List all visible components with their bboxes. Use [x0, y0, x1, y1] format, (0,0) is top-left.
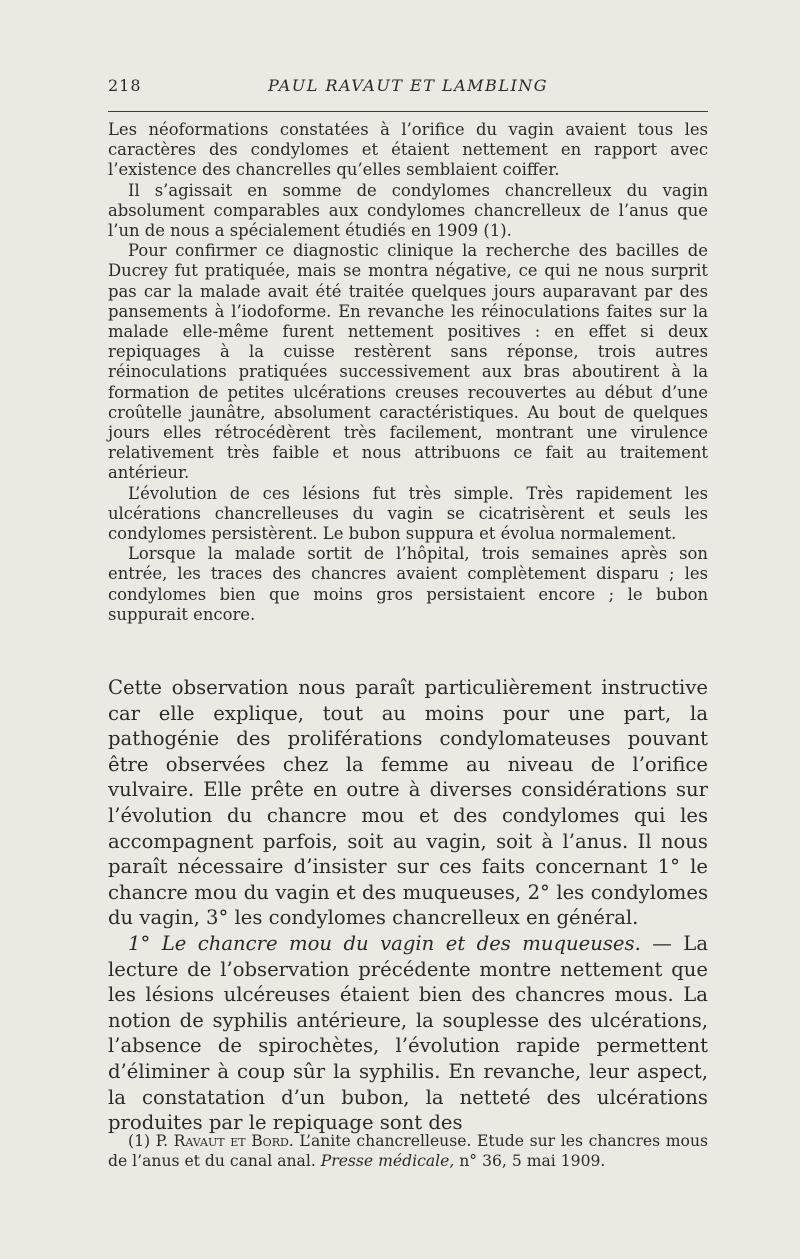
- footnote: [108, 1131, 708, 1171]
- footnote-authors: Ravaut et Bord.: [173, 1132, 294, 1150]
- running-title: PAUL RAVAUT ET LAMBLING: [267, 76, 549, 95]
- header-rule: [108, 111, 708, 112]
- section-heading: 1° Le chancre mou du vagin et des muqueuses.: [128, 931, 641, 955]
- section-paragraph: [108, 931, 708, 1136]
- footnote-marker: (1) P.: [128, 1132, 174, 1150]
- footnote-text: [108, 1131, 708, 1171]
- main-paragraph: Cette observation nous paraît particulièrement instructive car elle explique, tout au moins pour une part, la pathogénie des proliférations condylomateuses pouvant être observées chez la femme au niveau de l’orifice vulvaire. Elle prête en outre à diverses considérations sur l’évolution du chancre mou et des condylomes qui les accompagnent parfois, soit au vagin, soit à l’anus. Il nous paraît nécessaire d’insister sur ces faits concernant 1° le chancre mou du vagin et des muqueuses, 2° les condylomes du vagin, 3° les condylomes chancrelleux en général.: [108, 676, 708, 930]
- observation-paragraph: Lorsque la malade sortit de l’hôpital, trois semaines après son entrée, les traces des chancres avaient complètement disparu ; les condylomes bien que moins gros persistaient encore ; le bubon suppurait encore.: [108, 544, 708, 624]
- page-header: [108, 76, 708, 100]
- section-body: — La lecture de l’observation précédente montre nettement que les lésions ulcéreuses étaient bien des chancres mous. La notion de syphilis antérieure, la souplesse des ulcérations, l’absence de spirochètes, l’évolution rapide permettent d’éliminer à coup sûr la syphilis. En revanche, leur aspect, la constatation d’un bubon, la netteté des ulcérations produites par le repiquage sont des: [108, 931, 708, 1135]
- footnote-journal: Presse médicale,: [320, 1152, 455, 1170]
- observation-paragraph: Pour confirmer ce diagnostic clinique la recherche des bacilles de Ducrey fut pratiquée, mais se montra négative, ce qui ne nous surprit pas car la malade avait été traitée quelques jours auparavant par des pansements à l’iodoforme. En revanche les réinoculations faites sur la malade elle-même furent nettement positives : en effet si deux repiquages à la cuisse restèrent sans réponse, trois autres réinoculations pratiquées successivement aux bras aboutirent à la formation de petites ulcérations creuses recouvertes au début d’une croûtelle jaunâtre, absolument caractéristiques. Au bout de quelques jours elles rétrocédèrent très facilement, montrant une virulence relativement très faible et nous attribuons ce fait au traitement antérieur.: [108, 241, 708, 483]
- page-number: 218: [108, 76, 142, 95]
- observation-text: [108, 120, 708, 625]
- observation-paragraph: L’évolution de ces lésions fut très simple. Très rapidement les ulcérations chancrelleuses du vagin se cicatrisèrent et seuls les condylomes persistèrent. Le bubon suppura et évolua normalement.: [108, 483, 708, 544]
- footnote-title: L’anite chancrelleuse. Etude sur les chancres mous de l’anus et du canal anal.: [108, 1132, 708, 1170]
- observation-paragraph: Il s’agissait en somme de condylomes chancrelleux du vagin absolument comparables aux condylomes chancrelleux de l’anus que l’un de nous a spécialement étudiés en 1909 (1).: [108, 180, 708, 241]
- footnote-citation: n° 36, 5 mai 1909.: [454, 1152, 606, 1170]
- observation-paragraph: Les néoformations constatées à l’orifice du vagin avaient tous les caractères des condylomes et étaient nettement en rapport avec l’existence des chancrelles qu’elles semblaient coiffer.: [108, 120, 708, 180]
- main-text: [108, 675, 708, 1136]
